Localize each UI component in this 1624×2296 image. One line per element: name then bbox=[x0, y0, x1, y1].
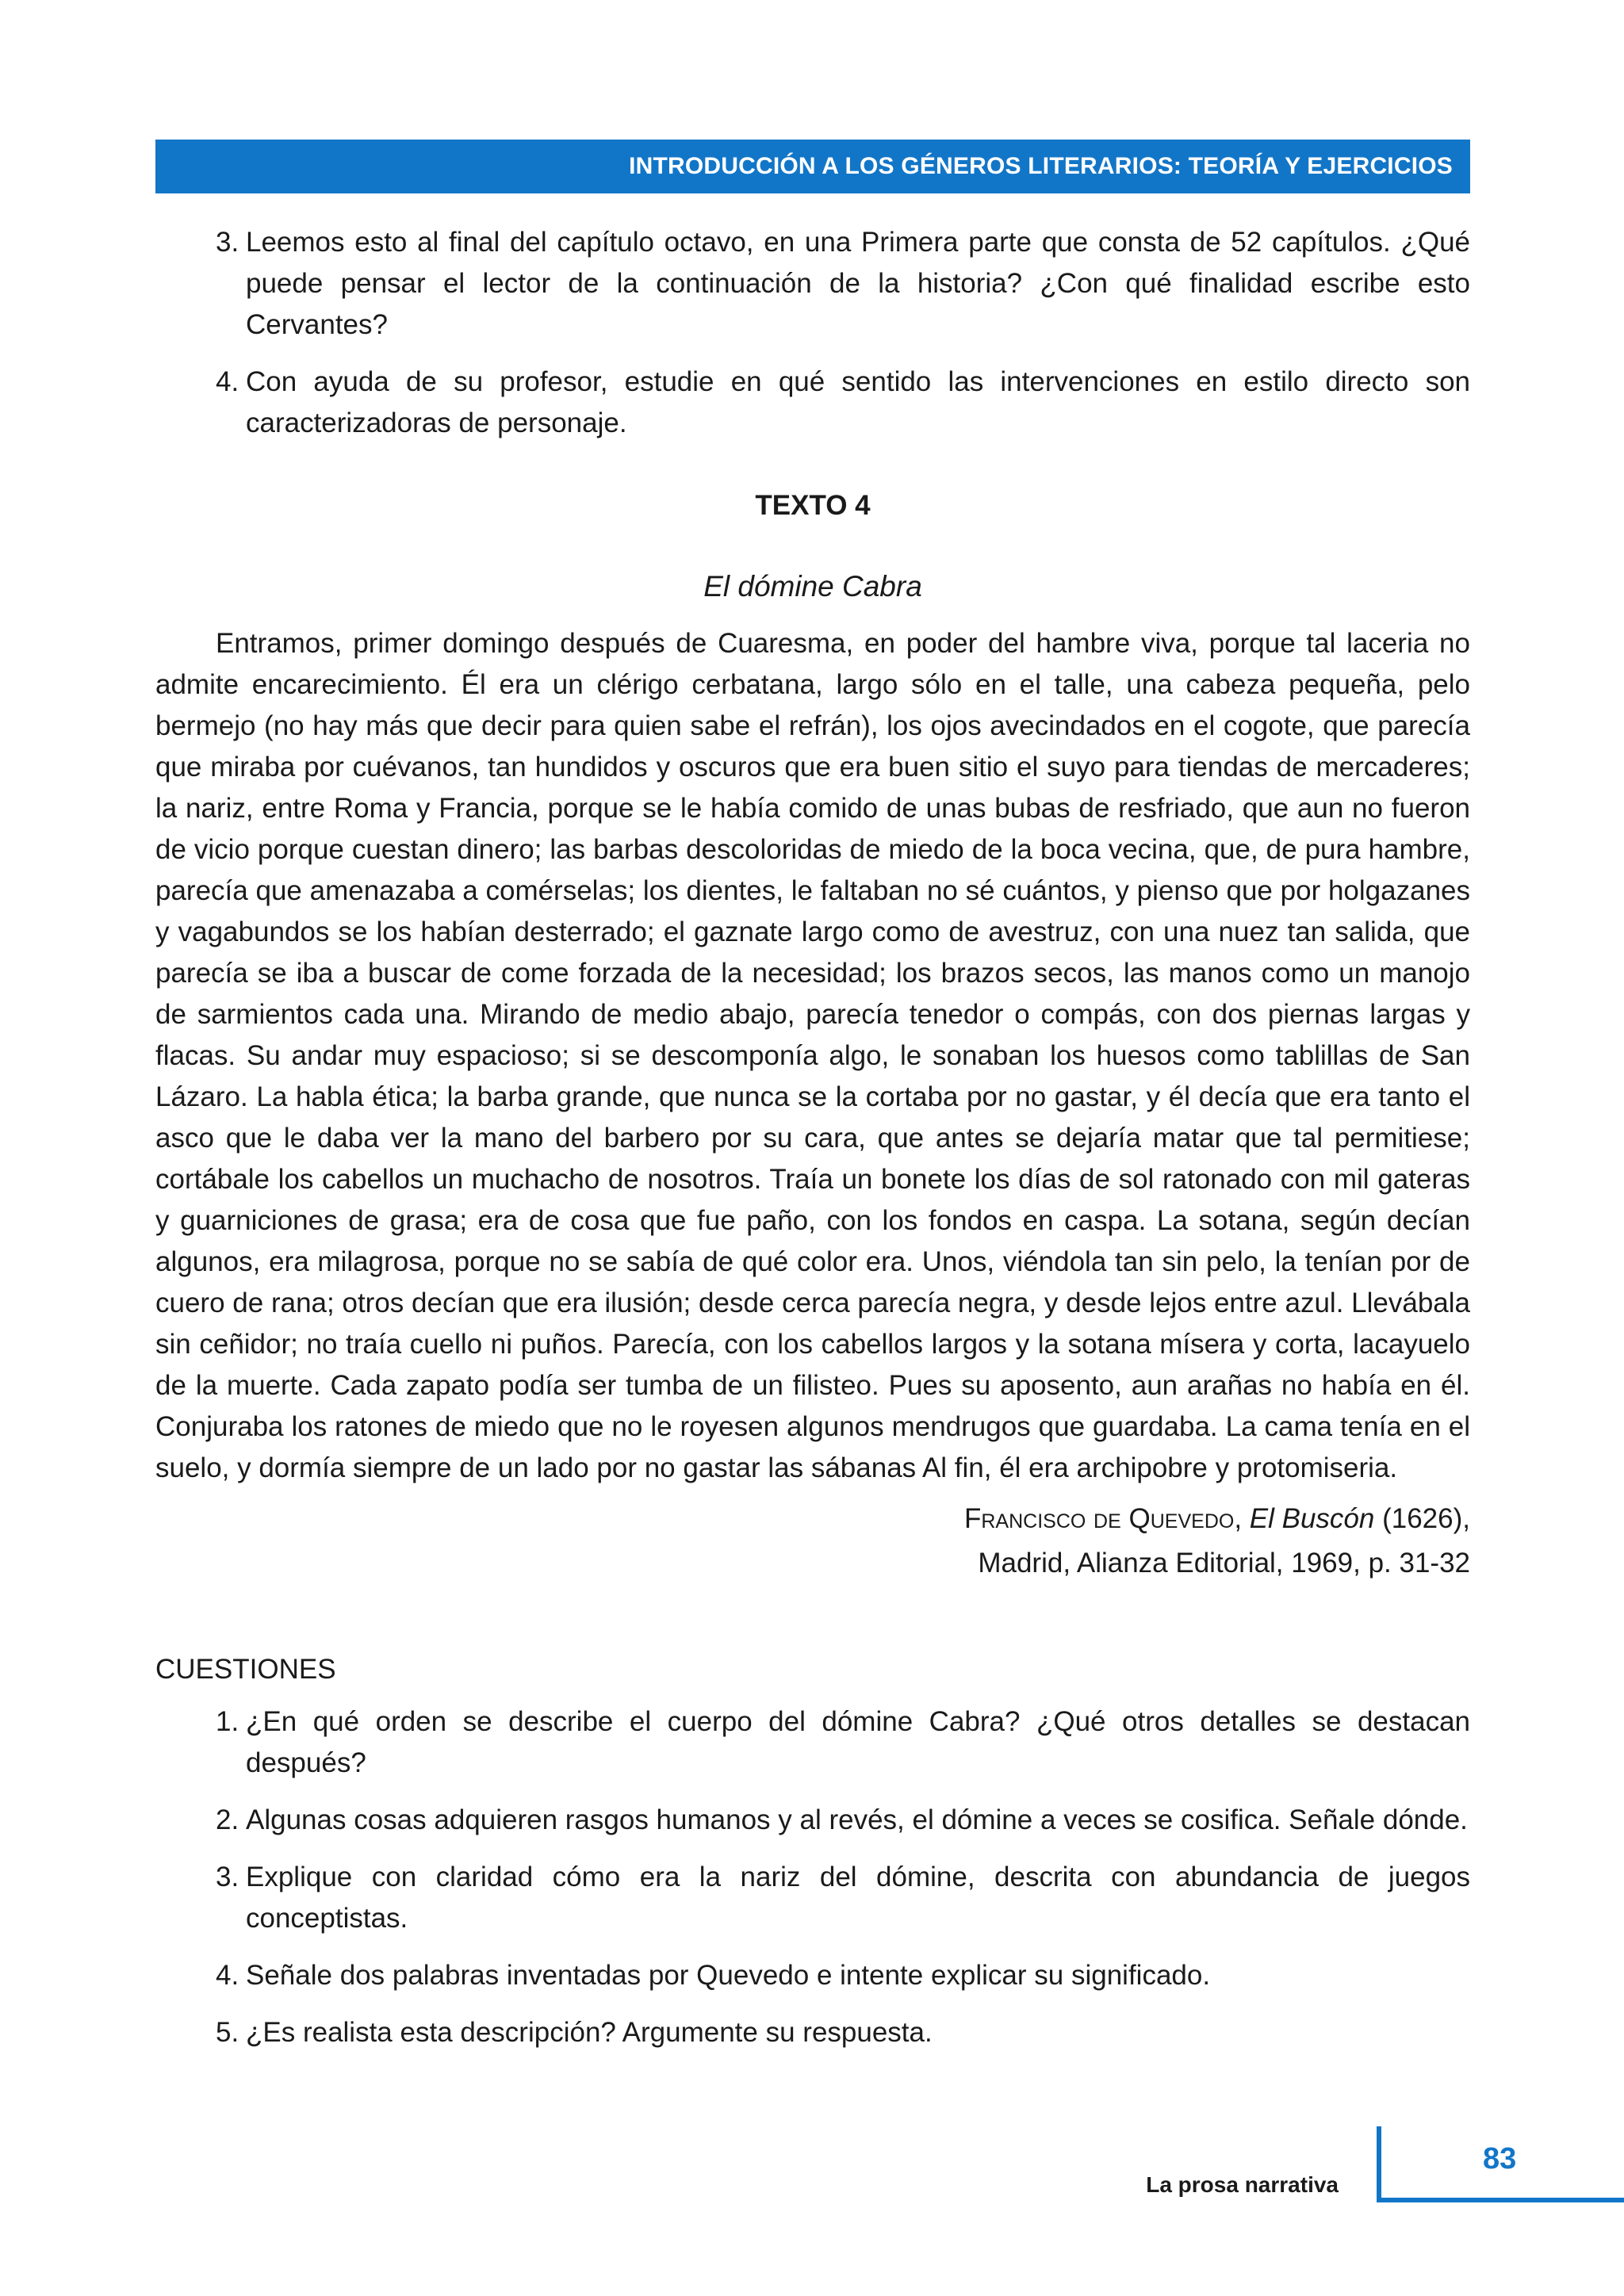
page-number: 83 bbox=[1483, 2142, 1517, 2175]
citation-line-2: Madrid, Alianza Editorial, 1969, p. 31-32 bbox=[978, 1548, 1470, 1578]
question-text: ¿Es realista esta descripción? Argumente su respuesta. bbox=[246, 2017, 933, 2048]
previous-questions-list bbox=[216, 222, 1470, 460]
list-item bbox=[216, 222, 1470, 346]
question-number: 1. bbox=[216, 1706, 239, 1737]
running-header-title: INTRODUCCIÓN A LOS GÉNEROS LITERARIOS: TEORÍA Y EJERCICIOS bbox=[629, 153, 1453, 179]
question-number: 4. bbox=[216, 1960, 239, 1991]
question-text: Explique con claridad cómo era la nariz del dómine, descrita con abundancia de juegos conceptistas. bbox=[246, 1862, 1470, 1934]
passage-title: El dómine Cabra bbox=[703, 570, 922, 603]
list-item bbox=[216, 1857, 1470, 1939]
citation-author: Francisco de Quevedo bbox=[964, 1503, 1235, 1534]
citation-work: El Buscón bbox=[1249, 1503, 1375, 1534]
section-title: TEXTO 4 bbox=[755, 490, 871, 521]
question-number: 3. bbox=[216, 1862, 239, 1892]
cuestiones-heading: CUESTIONES bbox=[155, 1654, 336, 1685]
list-item bbox=[216, 362, 1470, 444]
citation-line-1 bbox=[964, 1497, 1470, 1541]
question-text: Con ayuda de su profesor, estudie en qué sentido las intervenciones en estilo directo son caracterizadoras de personaje. bbox=[246, 366, 1470, 438]
footer-section-label: La prosa narrativa bbox=[1146, 2172, 1339, 2197]
citation-separator: , bbox=[1234, 1503, 1250, 1534]
question-text: Leemos esto al final del capítulo octavo, en una Primera parte que consta de 52 capítulos. ¿Qué puede pensar el lector de la continuación de la historia? ¿Con qué finalidad escribe esto Cervantes? bbox=[246, 227, 1470, 340]
question-text: Señale dos palabras inventadas por Quevedo e intente explicar su significado. bbox=[246, 1960, 1211, 1991]
list-item bbox=[216, 1955, 1470, 1996]
citation bbox=[964, 1497, 1470, 1586]
question-text: ¿En qué orden se describe el cuerpo del dómine Cabra? ¿Qué otros detalles se destacan después? bbox=[246, 1706, 1470, 1778]
list-item bbox=[216, 1800, 1470, 1841]
list-item bbox=[216, 2012, 1470, 2053]
question-text: Algunas cosas adquieren rasgos humanos y al revés, el dómine a veces se cosifica. Señale dónde. bbox=[246, 1804, 1468, 1835]
question-number: 5. bbox=[216, 2017, 239, 2048]
running-header-bar bbox=[155, 140, 1470, 193]
citation-year: (1626), bbox=[1374, 1503, 1470, 1534]
questions-list bbox=[216, 1701, 1470, 2069]
question-number: 4. bbox=[216, 366, 239, 397]
passage-body: Entramos, primer domingo después de Cuaresma, en poder del hambre viva, porque tal laceria no admite encarecimiento. Él era un clérigo cerbatana, largo sólo en el talle, una cabeza pequeña, pelo bermejo (no hay más que decir para quien sabe el refrán), los ojos avecindados en el cogote, que parecía que miraba por cuévanos, tan hundidos y oscuros que era buen sitio el suyo para tiendas de mercaderes; la nariz, entre Roma y Francia, porque se le había comido de unas bubas de resfriado, que aun no fueron de vicio porque cuestan dinero; las barbas descoloridas de miedo de la boca vecina, que, de pura hambre, parecía que amenazaba a comérselas; los dientes, le faltaban no sé cuántos, y pienso que por holgazanes y vagabundos se los habían desterrado; el gaznate largo como de avestruz, con una nuez tan salida, que parecía se iba a buscar de come forzada de la necesidad; los brazos secos, las manos como un manojo de sarmientos cada una. Mirando de medio abajo, parecía tenedor o compás, con dos piernas largas y flacas. Su andar muy espacioso; si se descomponía algo, le sonaban los huesos como tablillas de San Lázaro. La habla ética; la barba grande, que nunca se la cortaba por no gastar, y él decía que era tanto el asco que le daba ver la mano del barbero por su cara, que antes se dejaría matar que tal permitiese; cortábale los cabellos un muchacho de nosotros. Traía un bonete los días de sol ratonado con mil gateras y guarniciones de grasa; era de cosa que fue paño, con los fondos en caspa. La sotana, según decían algunos, era milagrosa, porque no se sabía de qué color era. Unos, viéndola tan sin pelo, la tenían por de cuero de rana; otros decían que era ilusión; desde cerca parecía negra, y desde lejos entre azul. Llevábala sin ceñidor; no traía cuello ni puños. Parecía, con los cabellos largos y la sotana mísera y corta, lacayuelo de la muerte. Cada zapato podía ser tumba de un filisteo. Pues su aposento, aun arañas no había en él. Conjuraba los ratones de miedo que no le royesen algunos mendrugos que guardaba. La cama tenía en el suelo, y dormía siempre de un lado por no gastar las sábanas Al fin, él era archipobre y protomiseria. bbox=[155, 628, 1470, 1483]
list-item bbox=[216, 1701, 1470, 1784]
question-number: 2. bbox=[216, 1804, 239, 1835]
question-number: 3. bbox=[216, 227, 239, 258]
